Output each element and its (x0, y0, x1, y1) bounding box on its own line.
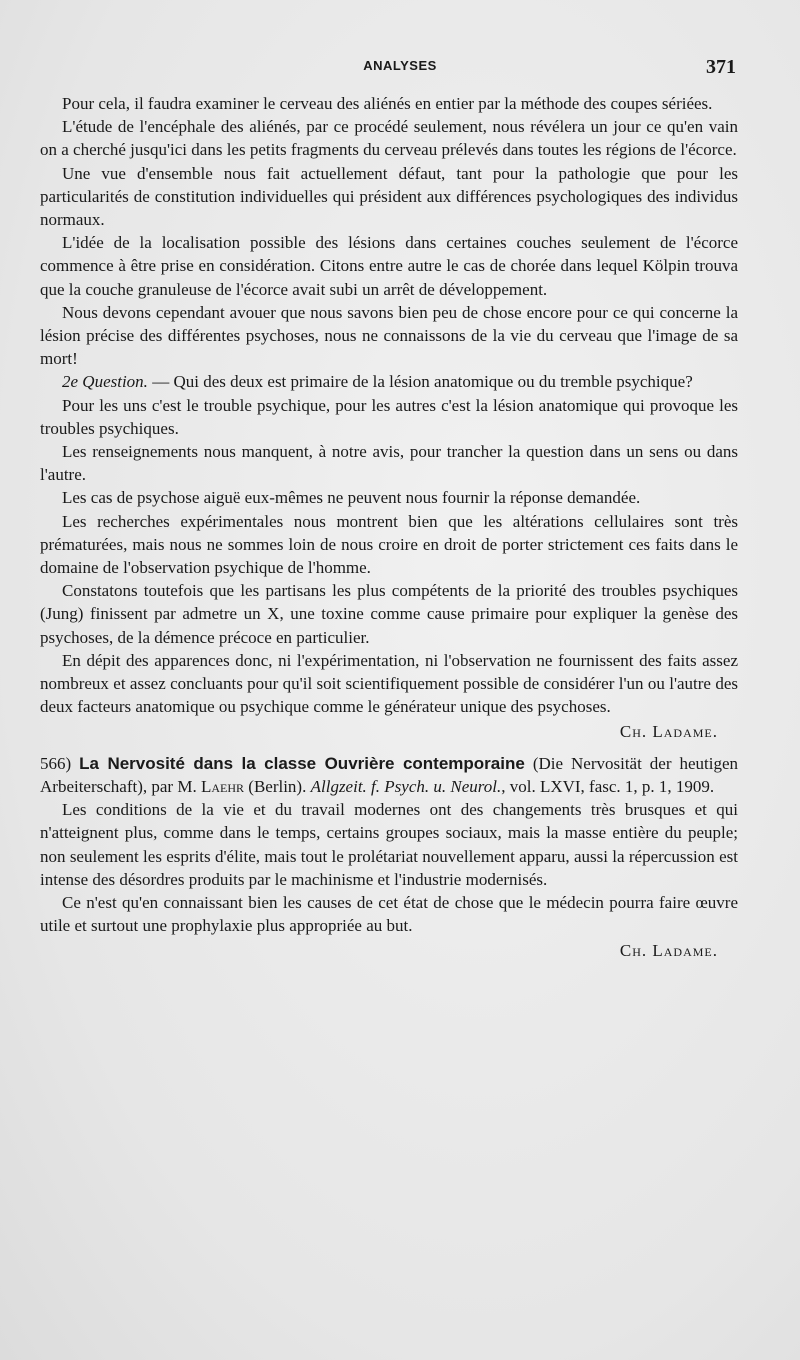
signature: Ch. Ladame. (619, 941, 718, 961)
body-text (40, 92, 738, 971)
paragraph: Les conditions de la vie et du travail modernes ont des changements très brusques et qui n'atteignent plus, comme dans le temps, certains groupes sociaux, mais la masse entière du peuple; non seulement les esprits d'élite, mais tout le prolétariat nouvellement apparu, aussi la répercussion est intense des désordres produits par le machinisme et l'industrie modernisés. (40, 800, 738, 889)
paragraph: L'idée de la localisation possible des lésions dans certaines couches seulement de l'écorce commence à être prise en considération. Citons entre autre le cas de chorée dans lequel Kölpin trouva que la couche granuleuse de l'écorce avait subi un arrêt de développement. (40, 233, 738, 299)
paragraph: L'étude de l'encéphale des aliénés, par ce procédé seulement, nous révélera un jour ce qu'en vain on a cherché jusqu'ici dans les petits fragments du cerveau prélevés dans toutes les régions de l'écorce. (40, 117, 738, 160)
paragraph: Une vue d'ensemble nous fait actuellement défaut, tant pour la pathologie que pour les particularités de constitution individuelles qui président aux différences psychologiques des individus normaux. (40, 163, 738, 230)
review-author: Laehr (200, 776, 245, 796)
review-volume: , vol. LXVI, fasc. 1, p. 1, 1909. (501, 776, 715, 796)
page-number: 371 (706, 56, 736, 78)
review-journal: Allgzeit. f. Psych. u. Neurol. (310, 776, 502, 796)
review-number: 566) (40, 753, 72, 773)
paragraph: Ce n'est qu'en connaissant bien les causes de cet état de chose que le médecin pourra faire œuvre utile et surtout une prophylaxie plus appropriée au but. (40, 892, 738, 936)
paragraph: Pour les uns c'est le trouble psychique, pour les autres c'est la lésion anatomique qui provoque les troubles psychiques. (40, 395, 738, 438)
question-label: 2e Question. (62, 372, 148, 392)
paragraph: Constatons toutefois que les partisans les plus compétents de la priorité des troubles psychiques (Jung) finissent par admetre un X, une toxine comme cause primaire pour expliquer la genèse des psychoses, de la démence précoce en particulier. (40, 581, 738, 647)
paragraph: Les cas de psychose aiguë eux-mêmes ne peuvent nous fournir la réponse demandée. (62, 488, 641, 508)
paragraph: Nous devons cependant avouer que nous savons bien peu de chose encore pour ce qui concerne la lésion précise des différentes psychoses, nous ne connaissons de la vie du cerveau que l'image de sa mort! (40, 302, 738, 369)
review-heading (40, 752, 738, 798)
question-paragraph (40, 370, 738, 393)
question-text: — Qui des deux est primaire de la lésion anatomique ou du tremble psychique? (147, 372, 693, 392)
paragraph: Les recherches expérimentales nous montrent bien que les altérations cellulaires sont très prématurées, mais nous ne sommes loin de nous croire en droit de porter strictement ces faits dans le domaine de l'observation psychique de l'homme. (40, 511, 738, 578)
signature: Ch. Ladame. (619, 722, 718, 742)
paragraph: Les renseignements nous manquent, à notre avis, pour trancher la question dans un sens ou dans l'autre. (40, 442, 738, 485)
running-head (0, 58, 800, 80)
paragraph: Pour cela, il faudra examiner le cerveau des aliénés en entier par la méthode des coupes sériées. (62, 94, 713, 113)
section-title: ANALYSES (363, 58, 437, 73)
review-location: (Berlin). (248, 776, 307, 796)
review-title: La Nervosité dans la classe Ouvrière contemporaine (79, 753, 525, 773)
paragraph: En dépit des apparences donc, ni l'expérimentation, ni l'observation ne fournissent des faits assez nombreux et assez concluants pour qu'il soit scientifiquement possible de considérer l'un ou l'autre des deux facteurs anatomique ou psychique comme le générateur unique des psychoses. (40, 650, 738, 717)
original-title: (Die Nervosität der heutigen Arbeiterschaft), par M. (40, 753, 739, 796)
